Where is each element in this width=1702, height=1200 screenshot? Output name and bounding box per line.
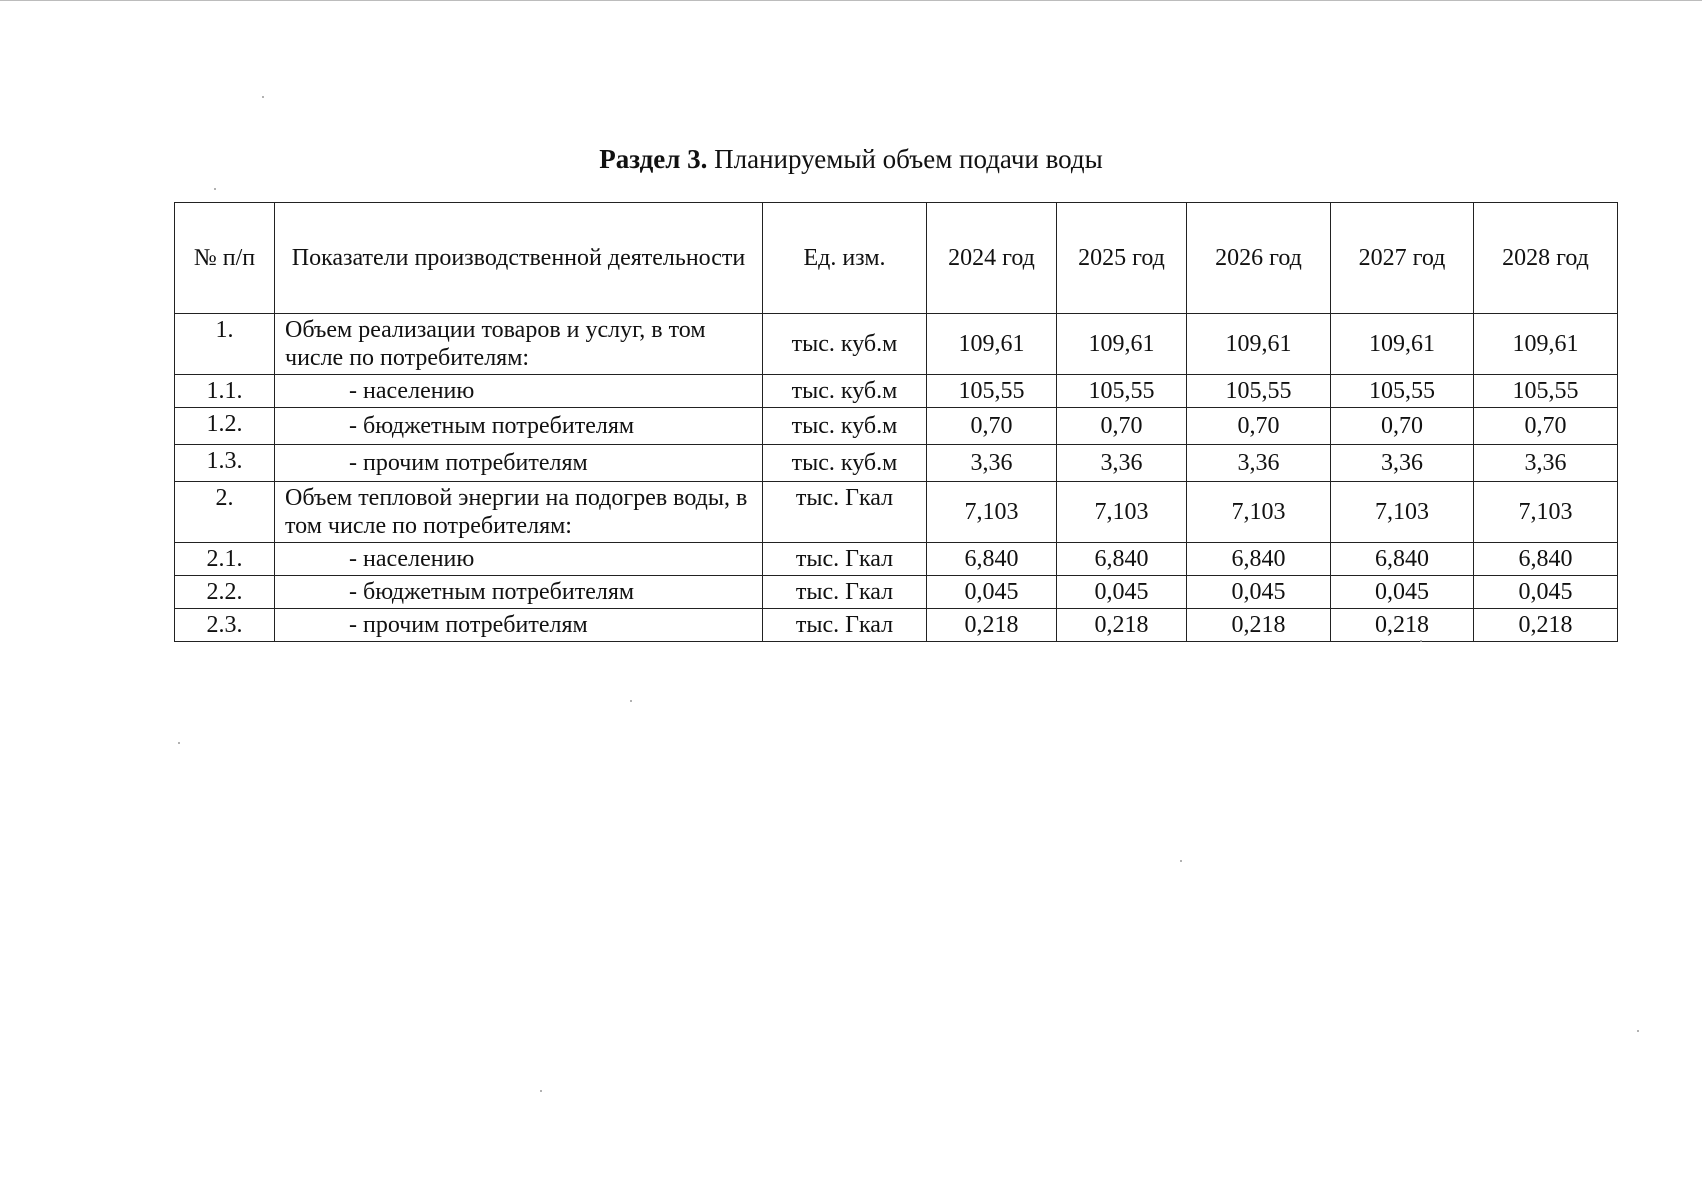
row-value-2024: 0,70 <box>927 408 1057 445</box>
row-value-2027: 6,840 <box>1331 543 1474 576</box>
row-value-2028: 3,36 <box>1474 445 1618 482</box>
row-num: 2.2. <box>175 576 275 609</box>
row-value-2026: 3,36 <box>1187 445 1331 482</box>
row-value-2028: 6,840 <box>1474 543 1618 576</box>
row-value-2028: 109,61 <box>1474 314 1618 375</box>
section-title: Планируемый объем подачи воды <box>707 144 1103 174</box>
row-num: 2. <box>175 482 275 543</box>
row-value-2027: 7,103 <box>1331 482 1474 543</box>
row-unit: тыс. куб.м <box>763 375 927 408</box>
row-name: - населению <box>275 375 763 408</box>
row-value-2025: 7,103 <box>1057 482 1187 543</box>
row-num: 1.1. <box>175 375 275 408</box>
table-row <box>175 408 1618 445</box>
row-value-2026: 0,218 <box>1187 609 1331 642</box>
row-unit: тыс. куб.м <box>763 445 927 482</box>
header-year-2026: 2026 год <box>1187 203 1331 314</box>
row-value-2027: 0,045 <box>1331 576 1474 609</box>
scan-speck <box>214 188 216 190</box>
row-num: 2.3. <box>175 609 275 642</box>
row-value-2028: 7,103 <box>1474 482 1618 543</box>
row-unit: тыс. Гкал <box>763 576 927 609</box>
row-value-2025: 6,840 <box>1057 543 1187 576</box>
row-name: - населению <box>275 543 763 576</box>
row-name: Объем реализации товаров и услуг, в том числе по потребителям: <box>275 314 763 375</box>
row-unit: тыс. Гкал <box>763 609 927 642</box>
table-row <box>175 609 1618 642</box>
row-value-2028: 105,55 <box>1474 375 1618 408</box>
row-value-2028: 0,045 <box>1474 576 1618 609</box>
row-value-2028: 0,70 <box>1474 408 1618 445</box>
header-year-2024: 2024 год <box>927 203 1057 314</box>
header-num: № п/п <box>175 203 275 314</box>
row-value-2025: 105,55 <box>1057 375 1187 408</box>
row-value-2026: 7,103 <box>1187 482 1331 543</box>
row-value-2024: 0,045 <box>927 576 1057 609</box>
row-value-2026: 109,61 <box>1187 314 1331 375</box>
table-row <box>175 375 1618 408</box>
row-value-2026: 0,70 <box>1187 408 1331 445</box>
row-name: Объем тепловой энергии на подогрев воды, в том числе по потребителям: <box>275 482 763 543</box>
scan-speck <box>1180 860 1182 862</box>
row-num: 2.1. <box>175 543 275 576</box>
row-value-2027: 3,36 <box>1331 445 1474 482</box>
row-unit: тыс. Гкал <box>763 482 927 543</box>
scan-speck <box>178 742 180 744</box>
header-year-2027: 2027 год <box>1331 203 1474 314</box>
row-num: 1.2. <box>175 408 275 445</box>
header-unit: Ед. изм. <box>763 203 927 314</box>
row-unit: тыс. Гкал <box>763 543 927 576</box>
scan-speck <box>262 96 264 98</box>
row-value-2024: 0,218 <box>927 609 1057 642</box>
row-value-2024: 3,36 <box>927 445 1057 482</box>
row-value-2026: 6,840 <box>1187 543 1331 576</box>
table-row <box>175 482 1618 543</box>
header-year-2028: 2028 год <box>1474 203 1618 314</box>
section-label: Раздел 3. <box>599 144 708 174</box>
row-value-2025: 0,045 <box>1057 576 1187 609</box>
table-row <box>175 576 1618 609</box>
scan-speck <box>1637 1030 1639 1032</box>
row-value-2027: 105,55 <box>1331 375 1474 408</box>
row-num: 1.3. <box>175 445 275 482</box>
row-value-2025: 0,70 <box>1057 408 1187 445</box>
row-value-2025: 3,36 <box>1057 445 1187 482</box>
row-value-2026: 105,55 <box>1187 375 1331 408</box>
table-row <box>175 445 1618 482</box>
scan-speck <box>540 1090 542 1092</box>
row-num: 1. <box>175 314 275 375</box>
row-name: - прочим потребителям <box>275 609 763 642</box>
row-value-2024: 109,61 <box>927 314 1057 375</box>
row-value-2026: 0,045 <box>1187 576 1331 609</box>
row-unit: тыс. куб.м <box>763 314 927 375</box>
row-value-2024: 7,103 <box>927 482 1057 543</box>
row-value-2027: 0,218 <box>1331 609 1474 642</box>
scan-top-edge <box>0 0 1702 1</box>
page-title <box>0 142 1702 176</box>
row-value-2025: 0,218 <box>1057 609 1187 642</box>
row-name: - бюджетным потребителям <box>275 408 763 445</box>
header-name: Показатели производственной деятельности <box>275 203 763 314</box>
row-name: - бюджетным потребителям <box>275 576 763 609</box>
table-row <box>175 314 1618 375</box>
row-value-2024: 105,55 <box>927 375 1057 408</box>
row-value-2028: 0,218 <box>1474 609 1618 642</box>
table-row <box>175 543 1618 576</box>
row-name: - прочим потребителям <box>275 445 763 482</box>
header-row <box>175 203 1618 314</box>
row-value-2027: 0,70 <box>1331 408 1474 445</box>
header-year-2025: 2025 год <box>1057 203 1187 314</box>
row-value-2024: 6,840 <box>927 543 1057 576</box>
row-unit: тыс. куб.м <box>763 408 927 445</box>
scan-speck <box>630 700 632 702</box>
row-value-2027: 109,61 <box>1331 314 1474 375</box>
row-value-2025: 109,61 <box>1057 314 1187 375</box>
scan-speck <box>1420 640 1422 642</box>
water-supply-table <box>174 202 1618 642</box>
